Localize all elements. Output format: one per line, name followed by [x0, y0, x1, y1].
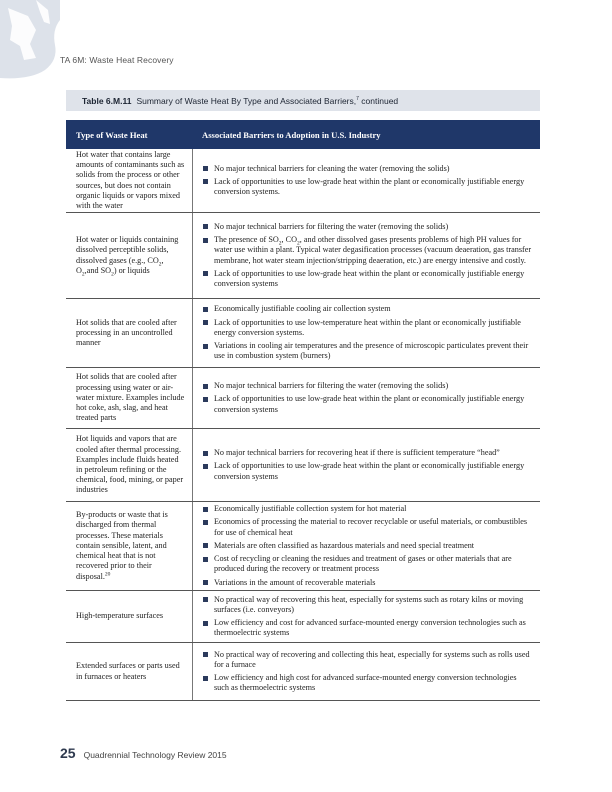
bullet-icon: [203, 652, 208, 657]
bullet-icon: [203, 320, 208, 325]
table-row: [66, 429, 540, 502]
bullet-icon: [203, 238, 208, 243]
table-row: [66, 299, 540, 368]
barrier-item: Lack of opportunities to use low-grade heat within the plant or economically justifiable energy conversion systems: [203, 461, 532, 481]
bullet-icon: [203, 597, 208, 602]
waste-heat-type: High-temperature surfaces: [76, 611, 164, 621]
waste-heat-type: Hot water that contains large amounts of contaminants such as solids from the process or other sources, but does not contain organic liquids or vapors mixed with the water: [76, 149, 185, 210]
bullet-icon: [203, 307, 208, 312]
waste-heat-type: Hot solids that are cooled after processing using water or air-water mixture. Examples include hot coke, ash, slag, and heat treated parts: [76, 372, 185, 423]
bullet-icon: [203, 557, 208, 562]
column-header-barriers: Associated Barriers to Adoption in U.S. Industry: [202, 129, 381, 140]
barrier-item: Cost of recycling or cleaning the residues and treatment of gases or other materials that are produced during the recovery or treatment process: [203, 554, 532, 574]
bullet-icon: [203, 543, 208, 548]
barrier-item: No practical way of recovering and collecting this heat, especially for systems such as rolls used for a furnace: [203, 650, 532, 670]
bullet-icon: [203, 224, 208, 229]
waste-heat-table: [66, 120, 540, 701]
table-row: [66, 591, 540, 643]
barrier-item: Low efficiency and cost for advanced surface-mounted energy conversion technologies such as thermoelectric systems: [203, 618, 532, 638]
running-header: TA 6M: Waste Heat Recovery: [60, 55, 174, 65]
bullet-icon: [203, 166, 208, 171]
bullet-icon: [203, 520, 208, 525]
table-header-row: [66, 120, 540, 149]
waste-heat-type: Hot solids that are cooled after processing in an uncontrolled manner: [76, 317, 177, 348]
barrier-list: [192, 502, 540, 590]
table-row: [66, 149, 540, 213]
table-label: Table 6.M.11: [82, 95, 132, 106]
waste-heat-type: By-products or waste that is discharged from thermal processes. These materials contain sensible, latent, and chemical heat that is not recovered prior to their disposal.$^{20}$: [76, 510, 168, 581]
bullet-icon: [203, 344, 208, 349]
waste-heat-type: Hot water or liquids containing dissolved perceptible solids, dissolved gases (e.g., $CO_2$, $O_2,and$ $SO_2$) or liquids: [76, 235, 179, 278]
bullet-icon: [203, 507, 208, 512]
column-header-type: Type of Waste Heat: [76, 129, 148, 140]
barrier-item: Economics of processing the material to recover recyclable or useful materials, or combustibles for use of chemical heat: [203, 517, 532, 537]
barrier-list: [192, 299, 540, 367]
barrier-list: [192, 149, 540, 212]
barrier-item: Variations in the amount of recoverable materials: [203, 578, 532, 588]
bullet-icon: [203, 384, 208, 389]
table-row: [66, 502, 540, 591]
barrier-item: No major technical barriers for filtering the water (removing the solids): [203, 381, 532, 391]
barrier-list: [192, 368, 540, 428]
page-footer: [60, 745, 227, 761]
barrier-item: Economically justifiable collection system for hot material: [203, 504, 532, 514]
barrier-item: Materials are often classified as hazardous materials and need special treatment: [203, 541, 532, 551]
barrier-list: [192, 643, 540, 700]
bullet-icon: [203, 271, 208, 276]
waste-heat-type: Extended surfaces or parts used in furnaces or heaters: [76, 661, 180, 681]
table-title: Summary of Waste Heat By Type and Associated Barriers,$^7$ continued: [136, 95, 399, 106]
barrier-item: Lack of opportunities to use low-temperature heat within the plant or economically justifiable energy conversion systems.: [203, 318, 532, 338]
barrier-item: No practical way of recovering this heat, especially for systems such as rotary kilns or moving surfaces (i.e. conveyors): [203, 595, 532, 615]
barrier-item: No major technical barriers for filtering the water (removing the solids): [203, 222, 532, 232]
barrier-item: Variations in cooling air temperatures and the presence of microscopic particulates prevent their use in combustion system (burners): [203, 341, 532, 361]
bullet-icon: [203, 621, 208, 626]
table-row: [66, 368, 540, 429]
barrier-item: Lack of opportunities to use low-grade heat within the plant or economically justifiable energy conversion systems: [203, 269, 532, 289]
barrier-item: The presence of $SO_2$, $CO_2$, and other dissolved gases presents problems of high PH values for water use within a plant. Typical water degasification processes (vacuum deaeration, gas transfer membrane, hot water steam injection/stripping deaeration, etc.) are energy intensive and costly.: [203, 235, 532, 266]
bullet-icon: [203, 676, 208, 681]
barrier-item: No major technical barriers for recovering heat if there is sufficient temperature “head”: [203, 448, 532, 458]
bullet-icon: [203, 464, 208, 469]
barrier-item: No major technical barriers for cleaning the water (removing the solids): [203, 164, 532, 174]
barrier-list: [192, 429, 540, 501]
bullet-icon: [203, 397, 208, 402]
barrier-item: Lack of opportunities to use low-grade heat within the plant or economically justifiable energy conversion systems.: [203, 177, 532, 197]
barrier-item: Economically justifiable cooling air collection system: [203, 304, 532, 314]
table-caption: [66, 90, 540, 111]
bullet-icon: [203, 580, 208, 585]
barrier-item: Lack of opportunities to use low-grade heat within the plant or economically justifiable energy conversion systems: [203, 394, 532, 414]
barrier-list: [192, 213, 540, 298]
page-number: 25: [60, 745, 76, 761]
waste-heat-type: Hot liquids and vapors that are cooled after thermal processing. Examples include fluids heated in petroleum refining or the chemical, food, mining, or paper industries: [76, 434, 184, 495]
barrier-list: [192, 591, 540, 642]
barrier-item: Low efficiency and high cost for advanced surface-mounted energy conversion technologies such as thermoelectric systems: [203, 673, 532, 693]
table-row: [66, 213, 540, 299]
decorative-figure-graphic: [0, 0, 60, 80]
publication-title: Quadrennial Technology Review 2015: [83, 750, 227, 760]
bullet-icon: [203, 179, 208, 184]
table-row: [66, 643, 540, 701]
bullet-icon: [203, 451, 208, 456]
